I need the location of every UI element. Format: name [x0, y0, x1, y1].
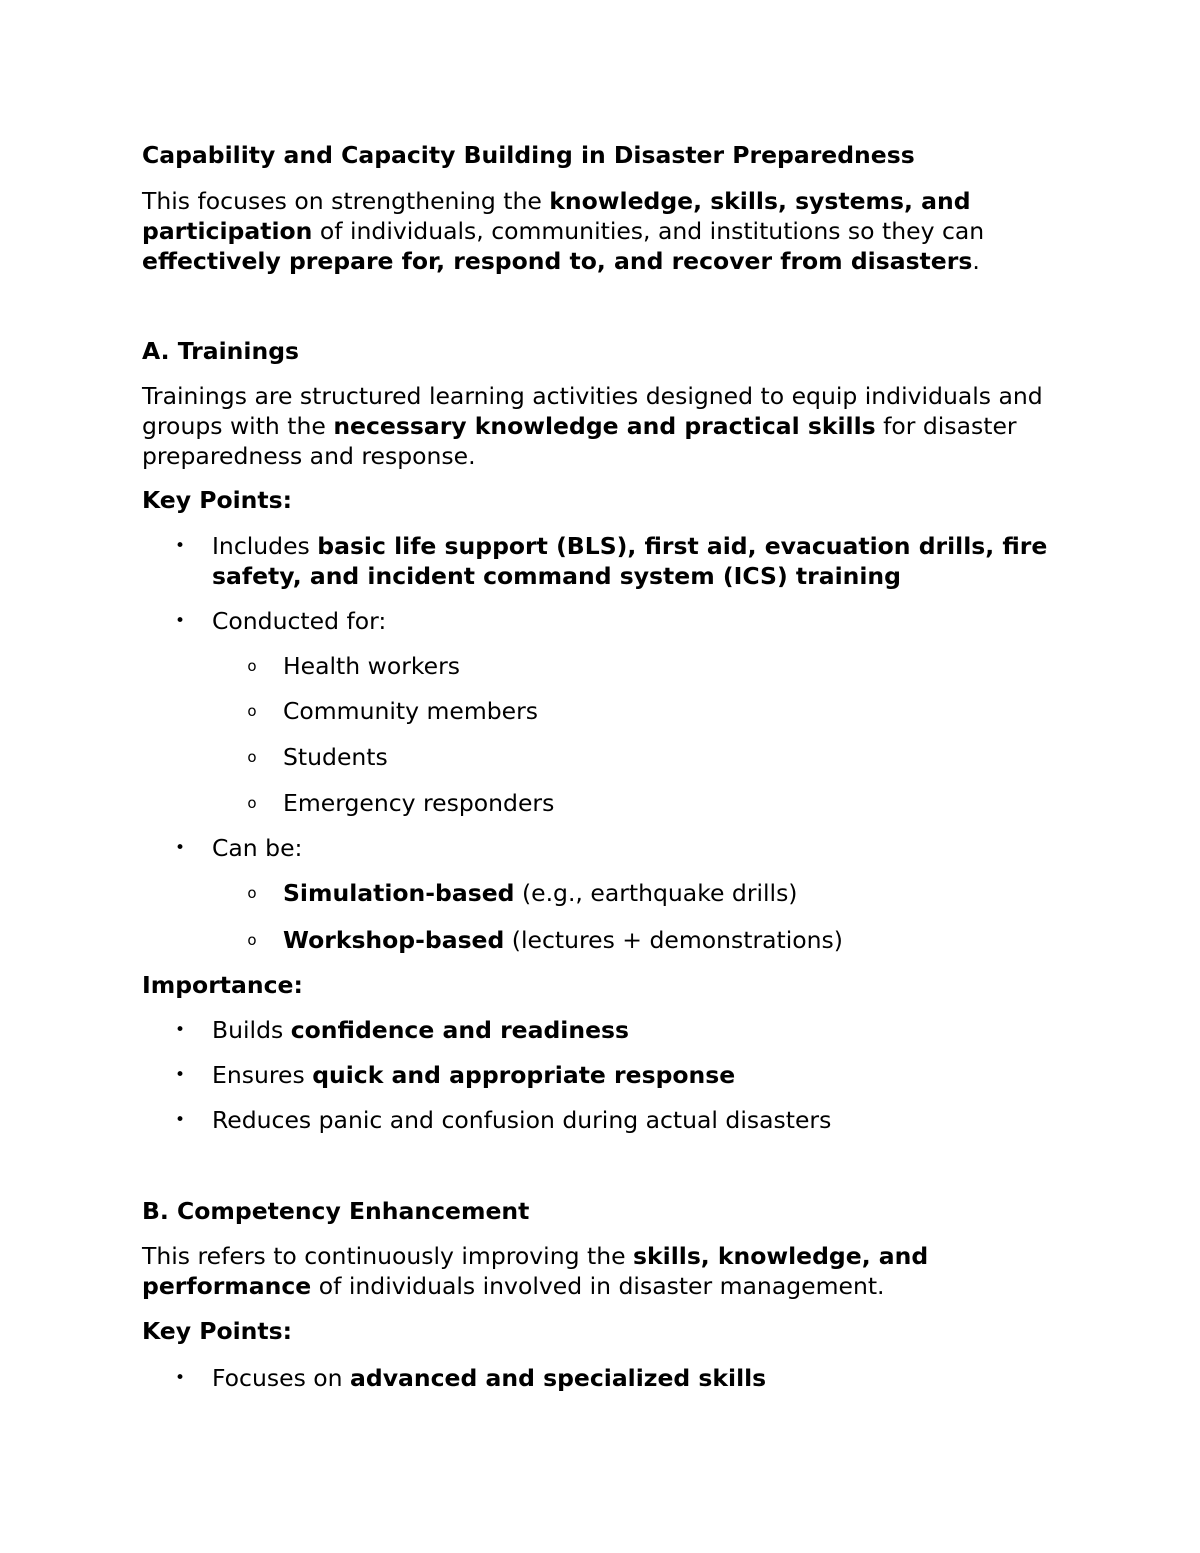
- text-run: preparedness and response.: [142, 442, 476, 470]
- sub-list-item: Community members: [283, 697, 539, 725]
- text-run: Includes: [212, 532, 318, 560]
- text-run: Trainings are structured learning activities designed to equip individuals and: [142, 382, 1043, 410]
- bold-run: quick and appropriate response: [312, 1061, 736, 1089]
- sub-bullet-icon: o: [247, 657, 257, 675]
- text-run: groups with the: [142, 412, 334, 440]
- sub-list-item: Health workers: [283, 652, 461, 680]
- section-a-key-points-label: Key Points:: [142, 486, 293, 514]
- sub-list-item: [283, 878, 797, 908]
- bold-run: skills, knowledge, and: [633, 1242, 929, 1270]
- section-a-desc-line-2: [142, 411, 1017, 441]
- sub-bullet-icon: o: [247, 931, 257, 949]
- bold-run: Workshop-based: [283, 926, 505, 954]
- bold-run: knowledge, skills, systems, and: [549, 187, 971, 215]
- section-a-heading: A. Trainings: [142, 337, 300, 365]
- sub-bullet-icon: o: [247, 748, 257, 766]
- text-run: of individuals involved in disaster management.: [311, 1272, 885, 1300]
- intro-paragraph-line-3: [142, 246, 980, 276]
- bold-run: necessary knowledge and practical skills: [333, 412, 876, 440]
- sub-list-item: [283, 925, 843, 955]
- list-item-importance-2: [212, 1060, 735, 1090]
- section-b-key-points-label: Key Points:: [142, 1317, 293, 1345]
- section-a-desc-line-3: [142, 441, 476, 471]
- list-item-importance-3: Reduces panic and confusion during actual disasters: [212, 1106, 832, 1134]
- section-a-importance-label: Importance:: [142, 971, 303, 999]
- text-run: (lectures + demonstrations): [504, 926, 843, 954]
- section-b-desc-line-2: [142, 1271, 885, 1301]
- text-run: This focuses on strengthening the: [142, 187, 550, 215]
- bullet-icon: •: [174, 1110, 186, 1130]
- list-item-kp1-line-2: safety, and incident command system (ICS) training: [212, 562, 901, 590]
- section-b-heading: B. Competency Enhancement: [142, 1197, 530, 1225]
- bold-run: confidence and readiness: [290, 1016, 629, 1044]
- section-b-desc-line-1: [142, 1241, 928, 1271]
- intro-paragraph-line-1: [142, 186, 971, 216]
- bold-run: basic life support (BLS), first aid, evacuation drills, fire: [317, 532, 1048, 560]
- bullet-icon: •: [174, 838, 186, 858]
- list-item-section-b-kp1: [212, 1363, 766, 1393]
- sub-list-item: Emergency responders: [283, 789, 555, 817]
- text-run: Ensures: [212, 1061, 313, 1089]
- bullet-icon: •: [174, 536, 186, 556]
- list-item-kp3: Can be:: [212, 834, 303, 862]
- text-run: for disaster: [875, 412, 1017, 440]
- list-item-importance-1: [212, 1015, 629, 1045]
- bold-run: performance: [142, 1272, 312, 1300]
- list-item-kp2: Conducted for:: [212, 607, 387, 635]
- bold-run: advanced and specialized skills: [350, 1364, 767, 1392]
- bold-run: effectively prepare for, respond to, and recover from disasters: [142, 247, 973, 275]
- intro-paragraph-line-2: [142, 216, 984, 246]
- text-run: This refers to continuously improving the: [142, 1242, 634, 1270]
- bullet-icon: •: [174, 611, 186, 631]
- bullet-icon: •: [174, 1065, 186, 1085]
- list-item-kp1-line-1: [212, 531, 1047, 561]
- bullet-icon: •: [174, 1368, 186, 1388]
- sub-bullet-icon: o: [247, 884, 257, 902]
- text-run: of individuals, communities, and institutions so they can: [312, 217, 985, 245]
- bold-run: Simulation-based: [283, 879, 515, 907]
- section-a-desc-line-1: [142, 381, 1043, 411]
- bullet-icon: •: [174, 1020, 186, 1040]
- sub-bullet-icon: o: [247, 702, 257, 720]
- sub-list-item: Students: [283, 743, 388, 771]
- text-run: (e.g., earthquake drills): [514, 879, 798, 907]
- text-run: Focuses on: [212, 1364, 351, 1392]
- sub-bullet-icon: o: [247, 794, 257, 812]
- text-run: Builds: [212, 1016, 291, 1044]
- text-run: .: [972, 247, 980, 275]
- bold-run: participation: [142, 217, 313, 245]
- document-title: Capability and Capacity Building in Disaster Preparedness: [142, 141, 915, 169]
